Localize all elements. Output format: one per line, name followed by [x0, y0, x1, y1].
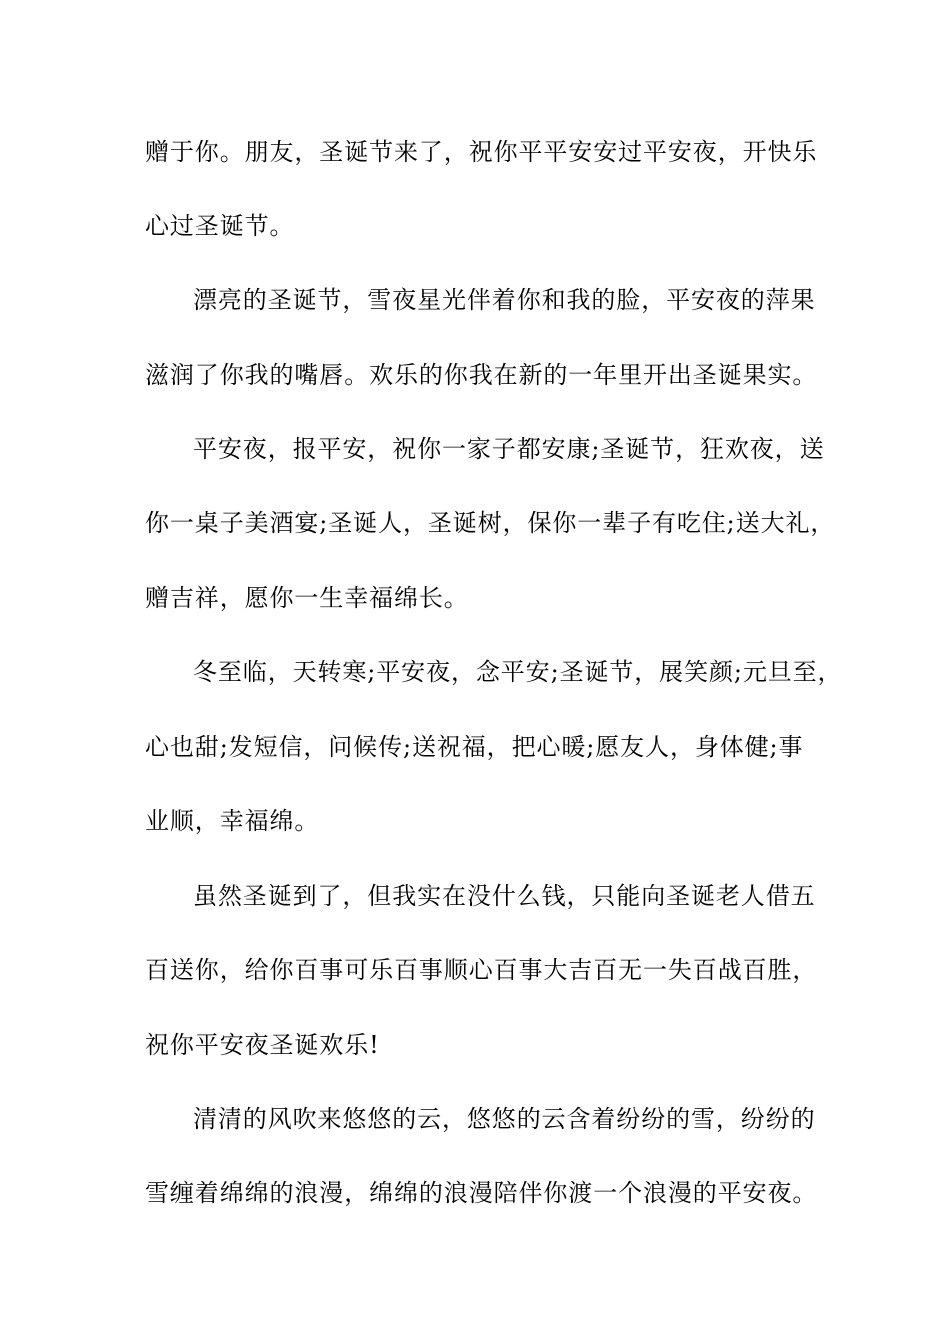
paragraph-first-line: 漂亮的圣诞节，雪夜星光伴着你和我的脸，平安夜的萍果	[193, 286, 816, 314]
paragraph-first-line: 清清的风吹来悠悠的云，悠悠的云含着纷纷的雪，纷纷的	[193, 1105, 816, 1133]
text-line: 业顺，幸福绵。	[145, 807, 320, 835]
paragraph-first-line: 虽然圣诞到了，但我实在没什么钱，只能向圣诞老人借五	[193, 882, 816, 910]
text-line: 心过圣诞节。	[145, 212, 295, 240]
text-line: 心也甜;发短信，问候传;送祝福，把心暖;愿友人，身体健;事	[145, 733, 804, 761]
text-line: 你一桌子美酒宴;圣诞人，圣诞树，保你一辈子有吃住;送大礼，	[145, 509, 836, 537]
text-line: 滋润了你我的嘴唇。欢乐的你我在新的一年里开出圣诞果实。	[145, 361, 818, 389]
text-line: 百送你，给你百事可乐百事顺心百事大吉百无一失百战百胜，	[145, 956, 818, 984]
text-line: 赠吉祥，愿你一生幸福绵长。	[145, 584, 469, 612]
text-line: 赠于你。朋友，圣诞节来了，祝你平平安安过平安夜，开快乐	[145, 138, 818, 166]
text-line: 雪缠着绵绵的浪漫，绵绵的浪漫陪伴你渡一个浪漫的平安夜。	[145, 1179, 818, 1207]
text-line: 祝你平安夜圣诞欢乐!	[145, 1031, 380, 1059]
paragraph-first-line: 冬至临，天转寒;平安夜，念平安;圣诞节，展笑颜;元旦至，	[193, 658, 843, 686]
paragraph-first-line: 平安夜，报平安，祝你一家子都安康;圣诞节，狂欢夜，送	[193, 435, 825, 463]
